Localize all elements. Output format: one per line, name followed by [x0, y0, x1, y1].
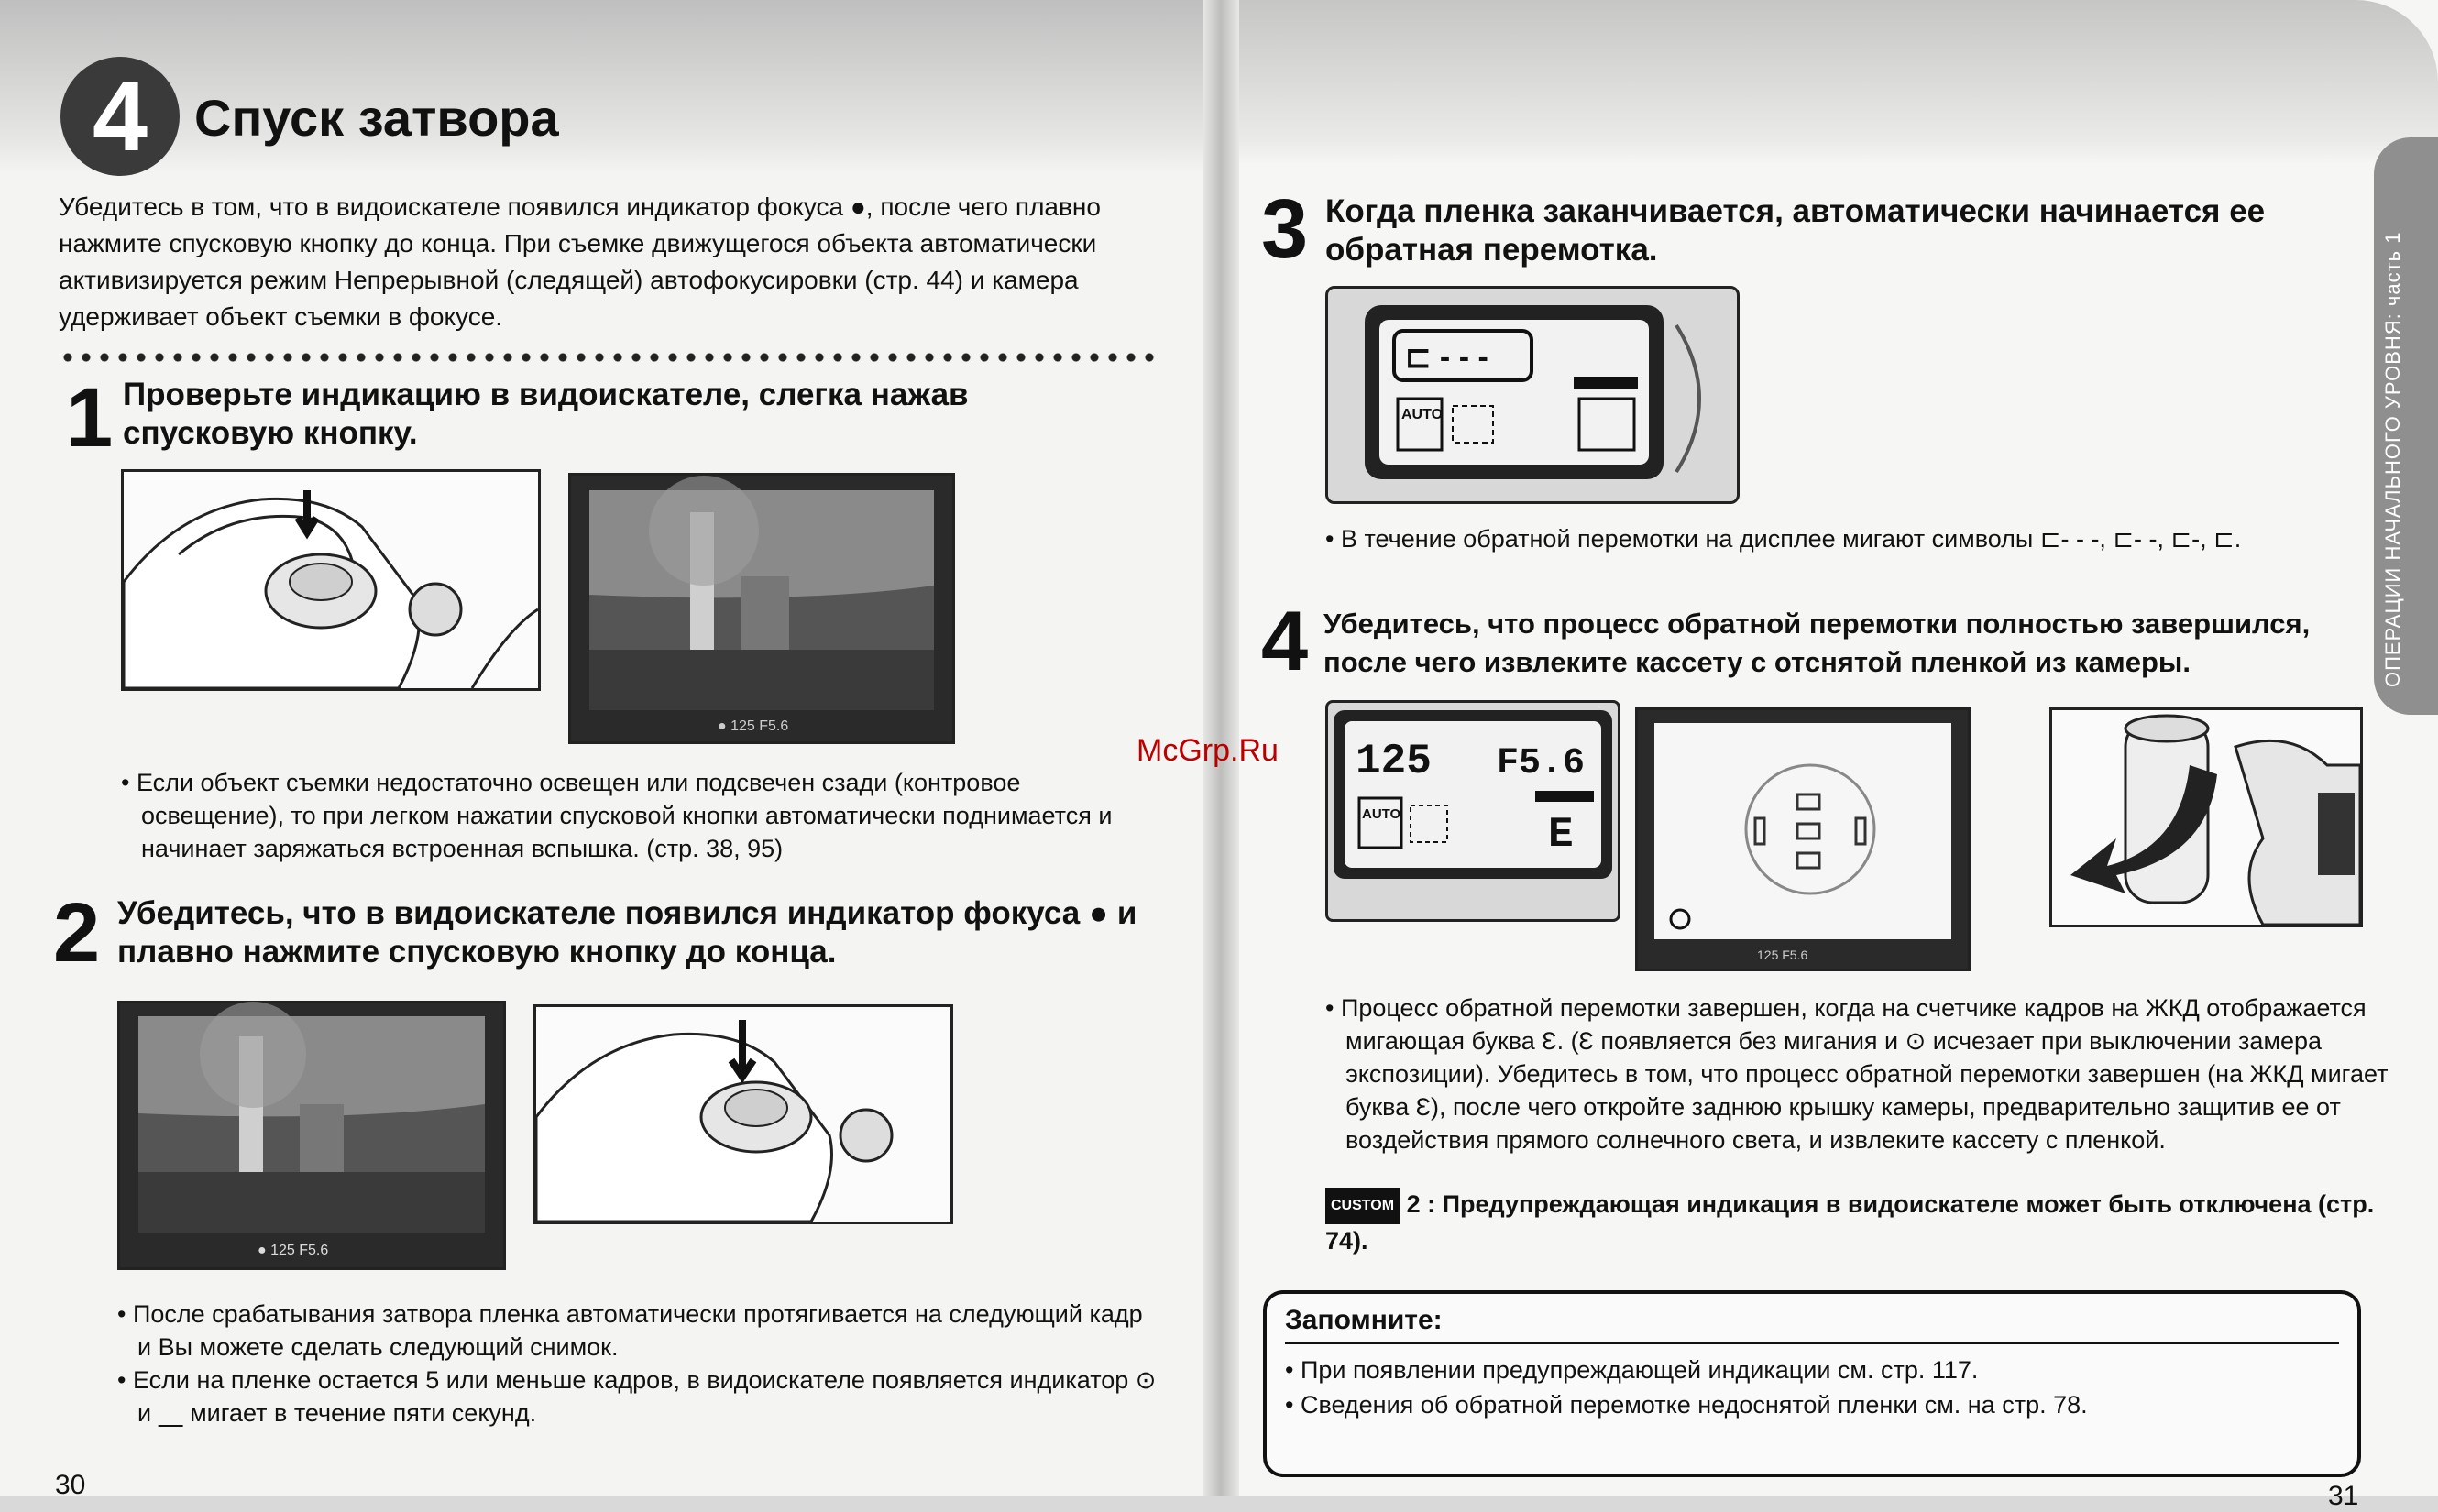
step-3-heading: Когда пленка заканчивается, автоматически начинается ее обратная перемотка.	[1325, 193, 2266, 268]
remember-divider	[1285, 1342, 2339, 1344]
svg-text:125: 125	[1356, 738, 1432, 785]
dotted-divider	[59, 352, 1159, 363]
svg-text:AUTO: AUTO	[1401, 407, 1444, 422]
custom-setting-note	[1325, 1188, 2407, 1257]
left-header-band	[0, 0, 1219, 174]
step-1-number: 1	[66, 371, 114, 465]
page-title: Спуск затвора	[194, 89, 559, 147]
step-2-notes: • После срабатывания затвора пленка автоматически протягивается на следующий кадр и Вы можете сделать следующий снимок. • Если на пленке остается 5 или меньше кадров, в видоискателе появляется индикатор ⊙ и ⎽ мигает в течение пяти секунд.	[117, 1300, 1157, 1427]
remember-items: • При появлении предупреждающей индикации см. стр. 117. • Сведения об обратной перемотке недоснятой пленки см. на стр. 78.	[1285, 1356, 2088, 1419]
custom-icon: CUSTOM	[1325, 1188, 1400, 1224]
remember-box	[1263, 1290, 2361, 1477]
step-4-heading: Убедитесь, что процесс обратной перемотки полностью завершился, после чего извлеките кассету с отснятой пленкой из камеры.	[1323, 608, 2311, 678]
step-1-heading: Проверьте индикацию в видоискателе, слегка нажав спусковую кнопку.	[123, 377, 969, 451]
svg-text:⊏ ‐ ‐ ‐: ⊏ ‐ ‐ ‐	[1405, 340, 1488, 375]
watermark: McGrp.Ru	[1137, 733, 1279, 768]
step-4-number: 4	[1261, 595, 1309, 688]
lcd-rewind-illustration	[1325, 286, 1740, 504]
shutter-half-press-illustration	[121, 469, 541, 691]
svg-text:E: E	[1548, 811, 1574, 859]
svg-text:F5.6: F5.6	[1497, 743, 1586, 784]
step-2-number: 2	[53, 886, 101, 980]
custom-setting-number: 2	[1406, 1190, 1421, 1219]
step-1-note: • Если объект съемки недостаточно освещен или подсвечен сзади (контровое освещение), то при легком нажатии спусковой кнопки автоматически поднимается и начинает заряжаться встроенная вспышка. (стр. 38, 95)	[121, 769, 1113, 862]
step-3-number: 3	[1261, 182, 1309, 276]
svg-text:125 F5.6: 125 F5.6	[1757, 948, 1808, 962]
intro-paragraph: Убедитесь в том, что в видоискателе появился индикатор фокуса ●, после чего плавно нажмите спусковую кнопку до конца. При съемке движущегося объекта автоматически активизируется режим Непрерывной (следящей) автофокусировки (стр. 44) и камера удерживает объект съемки в фокусе.	[59, 192, 1101, 331]
right-page	[1219, 0, 2438, 1511]
shutter-full-press-illustration	[533, 1004, 953, 1224]
right-header-band	[1219, 0, 2438, 165]
viewfinder-warning-illustration	[1635, 707, 1971, 971]
lcd-end-illustration	[1325, 700, 1620, 922]
step-4-note: • Процесс обратной перемотки завершен, когда на счетчике кадров на ЖКД отображается мигающая буква Ɛ. (Ɛ появляется без мигания и ⊙ исчезает при выключении замера экспозиции). Убедитесь в том, что процесс обратной перемотки завершен (на ЖКД мигает буква Ɛ), после чего откройте заднюю крышку камеры, предварительно защитив ее от воздействия прямого солнечного света, и извлеките кассету с пленкой.	[1325, 994, 2389, 1154]
custom-setting-text: : Предупреждающая индикация в видоискателе может быть отключена (стр. 74).	[1325, 1190, 2375, 1255]
svg-text:● 125 F5.6: ● 125 F5.6	[258, 1243, 329, 1258]
section-side-tab: ОПЕРАЦИИ НАЧАЛЬНОГО УРОВНЯ: часть 1	[2374, 137, 2438, 715]
viewfinder-photo-2	[117, 1001, 506, 1270]
remove-cartridge-illustration	[2049, 707, 2363, 927]
svg-text:AUTO: AUTO	[1362, 806, 1401, 822]
step-2-heading: Убедитесь, что в видоискателе появился индикатор фокуса ● и плавно нажмите спусковую кнопку до конца.	[117, 895, 1137, 970]
remember-title: Запомните:	[1285, 1305, 1443, 1335]
chapter-number-badge: 4	[60, 57, 180, 176]
left-page	[0, 0, 1219, 1500]
svg-text:● 125 F5.6: ● 125 F5.6	[718, 718, 789, 734]
step-3-note: • В течение обратной перемотки на дисплее мигают символы ⊏‐ ‐ ‐, ⊏‐ ‐, ⊏‐, ⊏.	[1325, 525, 2242, 553]
viewfinder-photo-1	[568, 473, 955, 744]
page-number-right: 31	[2328, 1481, 2359, 1511]
page-number-left: 30	[55, 1470, 86, 1500]
